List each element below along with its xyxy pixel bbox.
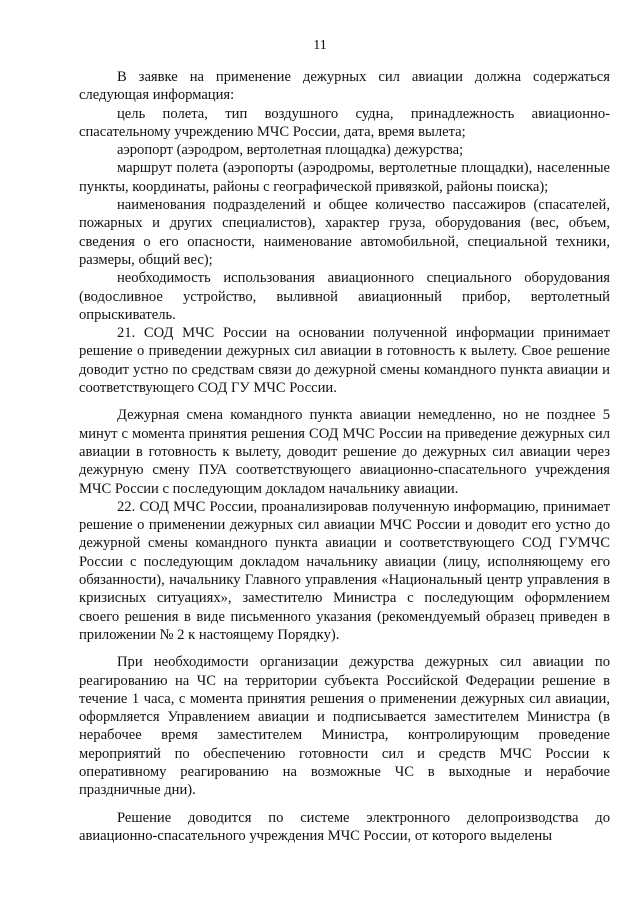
paragraph-decision-delivery: Решение доводится по системе электронного делопроизводства до авиационно-спасательного учреждения МЧС России, от которого выделены	[79, 809, 610, 844]
paragraph-route: маршрут полета (аэропорты (аэродромы, вертолетные площадки), населенные пункты, координаты, районы с географической привязкой, районы поиска);	[79, 160, 610, 195]
paragraph-request-intro: В заявке на применение дежурных сил авиации должна содержаться следующая информация:	[79, 69, 610, 104]
paragraph-item-21: 21. СОД МЧС России на основании полученной информации принимает решение о приведении дежурных сил авиации в готовность к вылету. Свое решение доводит устно по средствам связи до дежурной смены командного пункта авиации и соответствующего СОД ГУ МЧС России.	[79, 325, 610, 397]
paragraph-item-22: 22. СОД МЧС России, проанализировав полученную информацию, принимает решение о применении дежурных сил авиации МЧС России и доводит его устно до дежурной смены командного пункта авиации и соответствующего СОД ГУМЧС России с последующим докладом начальнику авиации (лицу, исполняющему его обязанности), начальнику Главного управления «Национальный центр управления в кризисных ситуациях», заместителю Министра с последующим оформлением своего решения в виде письменного указания (рекомендуемый образец приведен в приложении № 2 к настоящему Порядку).	[79, 498, 610, 643]
paragraph-duty-shift: Дежурная смена командного пункта авиации немедленно, но не позднее 5 минут с момента принятия решения СОД МЧС России на приведение дежурных сил авиации в готовность к вылету, доводит решение до дежурных сил авиации через дежурную смену ПУА соответствующего авиационно-спасательного учреждения МЧС России с последующим докладом начальнику авиации.	[79, 407, 610, 497]
document-body	[79, 68, 610, 845]
paragraph-airport: аэропорт (аэродром, вертолетная площадка) дежурства;	[117, 142, 464, 159]
paragraph-special-equipment: необходимость использования авиационного специального оборудования (водосливное устройство, выливной авиационный прибор, вертолетный опрыскиватель.	[79, 270, 610, 323]
page-number: 11	[313, 38, 327, 53]
paragraph-flight-purpose: цель полета, тип воздушного судна, принадлежность авиационно-спасательному учреждению МЧС России, дата, время вылета;	[79, 105, 610, 140]
paragraph-passengers-cargo: наименования подразделений и общее количество пассажиров (спасателей, пожарных и других специалистов), характер груза, оборудования (вес, объем, сведения о его опасности, наименование автомобильной, специальной техники, размеры, общий вес);	[79, 197, 610, 268]
paragraph-regional-duty: При необходимости организации дежурства дежурных сил авиации по реагированию на ЧС на территории субъекта Российской Федерации решение в течение 1 часа, с момента принятия решения о применении дежурных сил авиации, оформляется Управлением авиации и подписывается заместителем Министра (в нерабочее время заместителем Министра, контролирующим проведение мероприятий по обеспечению готовности сил и средств МЧС России к оперативному реагированию на возможные ЧС в выходные и нерабочие праздничные дни).	[79, 654, 610, 799]
